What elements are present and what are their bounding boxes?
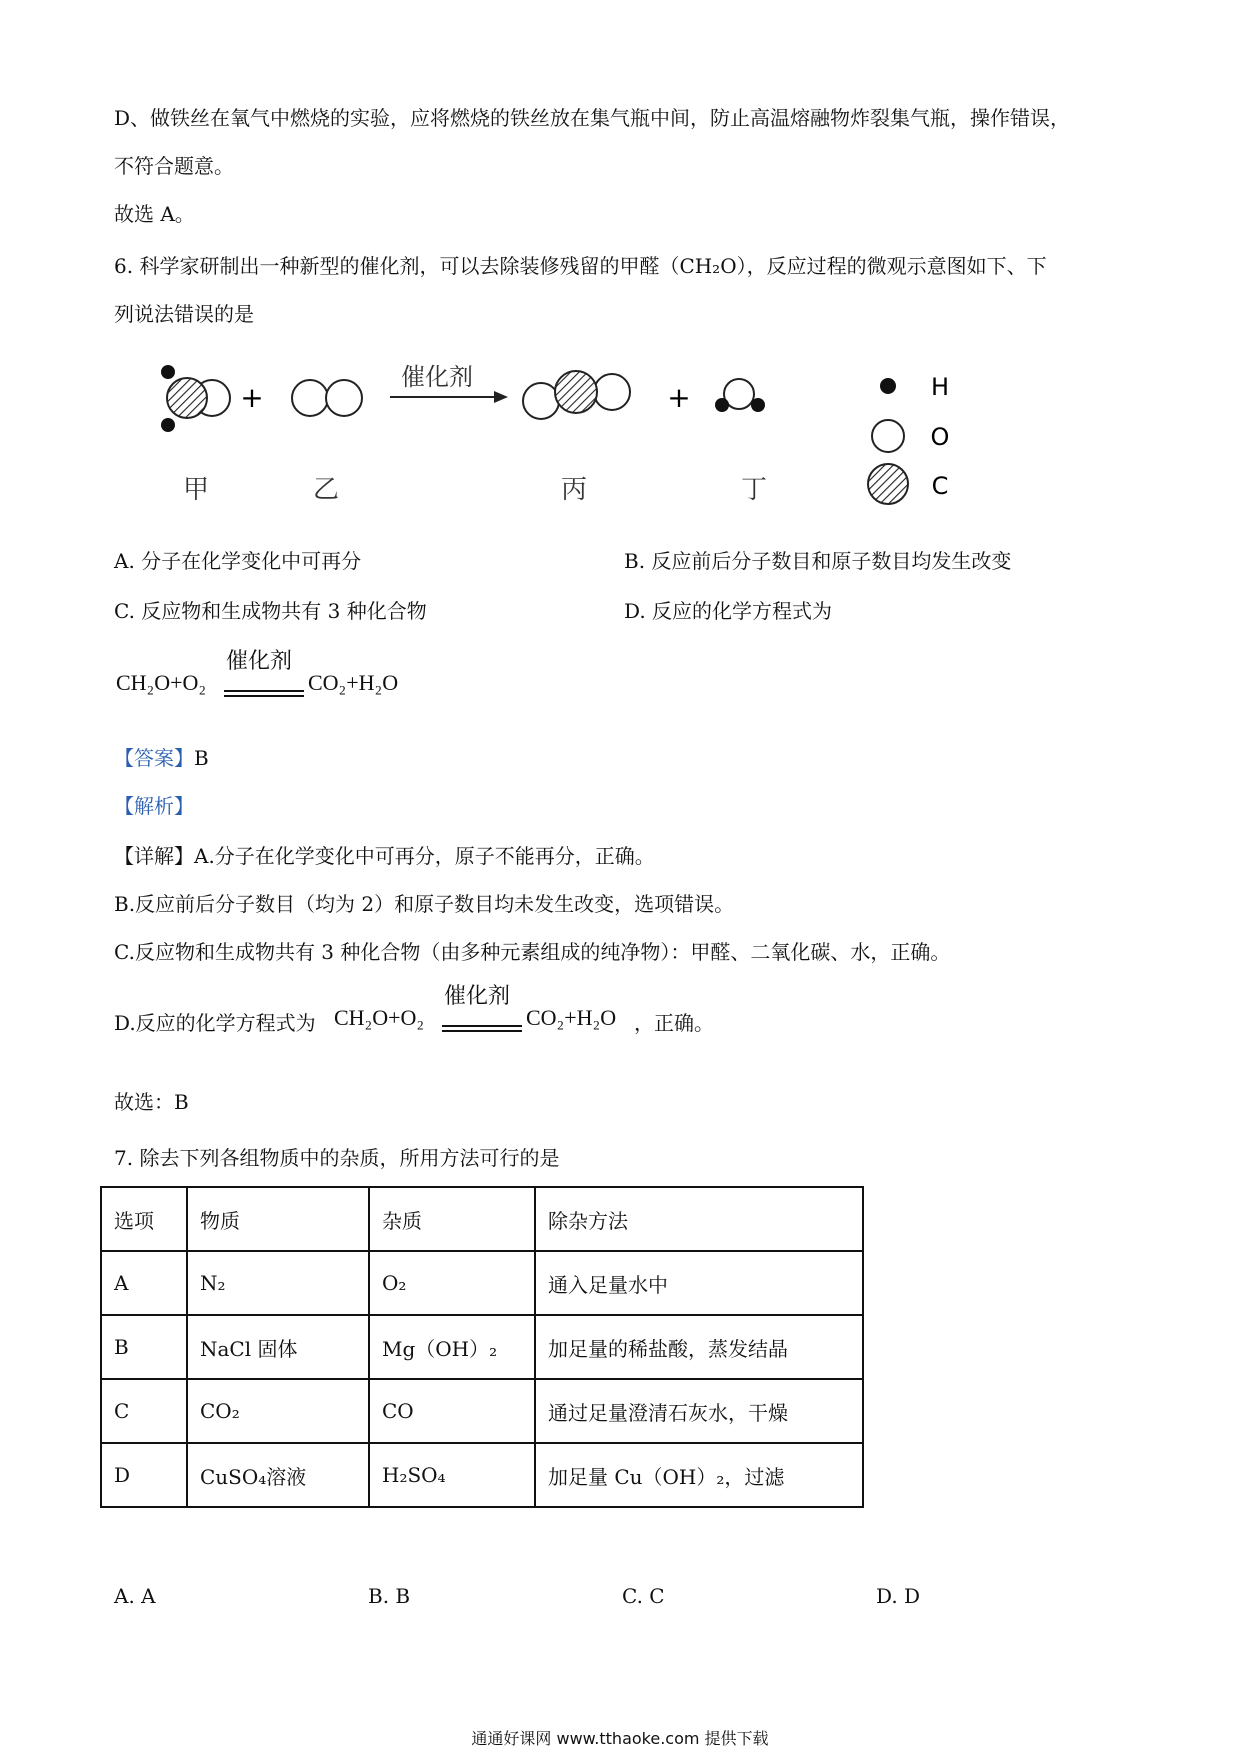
impurity-table [100,1186,864,1508]
text-choose-b: 故选：B [114,1090,189,1114]
table-header-row [101,1187,863,1251]
plus-sign-2: + [667,381,691,414]
legend-c-symbol [868,464,908,504]
text-d-option: D、做铁丝在氧气中燃烧的实验，应将燃烧的铁丝放在集气瓶中间，防止高温熔融物炸裂集气瓶，操作错误， [114,106,1071,130]
molecule-ding [715,379,765,412]
detail-d-suffix: ，正确。 [634,1011,714,1035]
legend-h-label: H [930,373,950,401]
detail-d-prefix: D.反应的化学方程式为 [114,1011,316,1035]
legend-c-label: C [931,472,949,500]
q7-option-d: D. D [876,1584,921,1608]
table-cell: 通入足量水中 [535,1251,863,1315]
footer-credit: 通通好课网 www.tthaoke.com 提供下载 [471,1729,769,1748]
text-d-option-cont: 不符合题意。 [114,154,234,178]
question-6-line2: 列说法错误的是 [114,302,254,326]
answer-value: B [194,746,209,770]
equation-right: CO₂+H₂O [308,670,399,695]
equation-left: CH₂O+O₂ [116,670,207,695]
text-choose-a: 故选 A。 [114,202,195,226]
table-cell: H₂SO₄ [369,1443,535,1507]
table-cell: C [101,1379,187,1443]
table-cell: D [101,1443,187,1507]
label-ding: 丁 [740,475,768,505]
table-header: 杂质 [369,1187,535,1251]
legend [868,373,949,504]
option-a: A. 分子在化学变化中可再分 [114,549,362,573]
equation-catalyst: 催化剂 [226,649,293,674]
legend-o-label: O [930,423,950,451]
detail-d [114,985,914,1045]
table-cell: Mg（OH）₂ [369,1315,535,1379]
table-cell: A [101,1251,187,1315]
answer-line [114,744,209,772]
catalyst-label: 催化剂 [401,363,473,391]
option-b: B. 反应前后分子数目和原子数目均发生改变 [624,549,1012,573]
label-bing: 丙 [560,475,588,505]
detail-a: 【详解】A.分子在化学变化中可再分，原子不能再分，正确。 [114,844,655,868]
legend-h-symbol [880,378,896,394]
table-cell: CO [369,1379,535,1443]
analysis-tag: 【解析】 [114,794,194,818]
table-cell: CuSO₄溶液 [187,1443,369,1507]
table-cell: 通过足量澄清石灰水，干燥 [535,1379,863,1443]
table-cell: CO₂ [187,1379,369,1443]
table-cell: B [101,1315,187,1379]
q7-option-a: A. A [114,1584,156,1608]
table-cell: 加足量 Cu（OH）₂，过滤 [535,1443,863,1507]
reaction-diagram [0,345,1240,515]
table-header: 物质 [187,1187,369,1251]
label-jia: 甲 [182,475,210,505]
table-row [101,1443,863,1507]
table-cell: NaCl 固体 [187,1315,369,1379]
label-yi: 乙 [312,475,340,505]
option-d: D. 反应的化学方程式为 [624,599,833,623]
detail-b: B.反应前后分子数目（均为 2）和原子数目均未发生改变，选项错误。 [114,892,735,916]
plus-sign-1: + [240,381,264,414]
q7-option-b: B. B [368,1584,411,1608]
table-cell: N₂ [187,1251,369,1315]
table-header: 除杂方法 [535,1187,863,1251]
table-cell: O₂ [369,1251,535,1315]
answer-tag: 【答案】 [114,746,194,770]
reaction-arrow-head [494,391,508,403]
legend-o-symbol [872,420,904,452]
detail-c: C.反应物和生成物共有 3 种化合物（由多种元素组成的纯净物）：甲醛、二氧化碳、水，正确。 [114,940,951,964]
table-row [101,1315,863,1379]
table-row [101,1379,863,1443]
equation-detail-d: CH₂O+O₂ 催化剂 CO₂+H₂O [334,984,617,1030]
table-cell: 加足量的稀盐酸，蒸发结晶 [535,1315,863,1379]
molecule-jia [161,365,230,432]
molecule-bing [523,371,630,419]
q7-option-c: C. C [622,1584,665,1608]
equation-option-d [116,650,436,710]
option-c: C. 反应物和生成物共有 3 种化合物 [114,599,427,623]
molecule-yi [292,380,362,416]
question-6-line1: 6. 科学家研制出一种新型的催化剂，可以去除装修残留的甲醛（CH₂O），反应过程的微观示意图如下、下 [114,254,1047,278]
table-row [101,1251,863,1315]
table-header: 选项 [101,1187,187,1251]
question-7-title: 7. 除去下列各组物质中的杂质，所用方法可行的是 [114,1146,560,1170]
